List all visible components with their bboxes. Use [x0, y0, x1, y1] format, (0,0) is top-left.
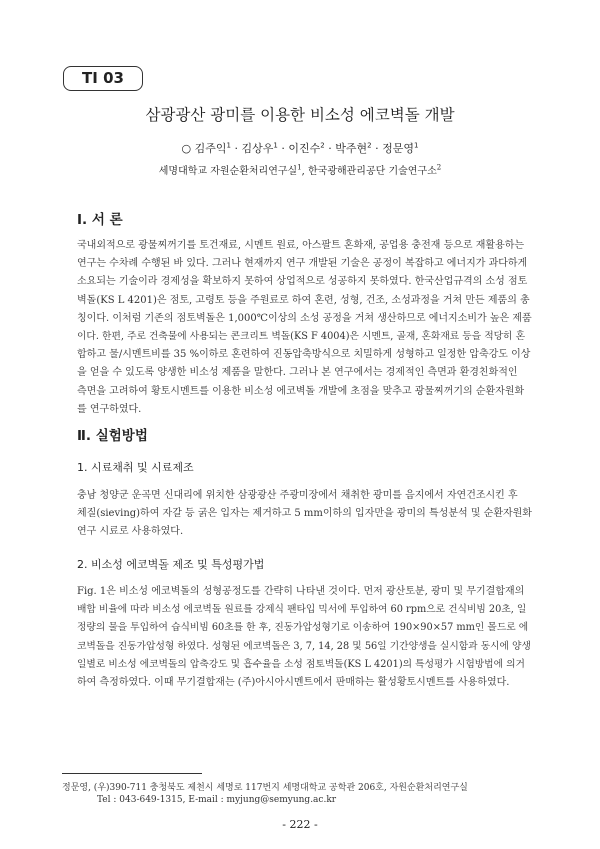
author-name: 박주현 — [335, 142, 368, 155]
body-line: 하여 측정하였다. 이때 무기결합재는 (주)아시아시멘트에서 판매하는 활성황토시멘트를 사용하였다. — [77, 676, 510, 688]
author-prefix: · — [231, 142, 242, 155]
affiliation-2: 한국광해관리공단 기술연구소 — [308, 166, 437, 177]
body-line: 를 연구하였다. — [77, 403, 142, 415]
author-affil-mark: 1 — [226, 141, 232, 150]
body-line: 국내외적으로 광물찌꺼기를 토건재료, 시멘트 원료, 아스팔트 혼화재, 공업용 충전재 등으로 재활용하는 — [77, 240, 525, 251]
body-line: 코벽돌을 진동가압성형 하였다. 성형된 에코벽돌은 3, 7, 14, 28 및 56일 기간양생을 실시함과 동시에 양생 — [77, 640, 531, 652]
affiliation-1-mark: 1 — [297, 163, 302, 172]
body-line: 이다. 한편, 주로 건축물에 사용되는 콘크리트 벽돌(KS F 4004)은 시멘트, 골재, 혼화재료 등을 적당히 혼 — [77, 330, 525, 342]
affiliation-separator: , — [301, 166, 308, 177]
body-line: 연구는 수차례 수행된 바 있다. 그러나 현재까지 연구 개발된 기술은 공정이 복잡하고 에너지가 과다하게 — [77, 258, 528, 270]
session-badge: TI 03 — [63, 66, 143, 91]
body-line: 을 얻을 수 있도록 양생한 비소성 제품을 말한다. 그러나 본 연구에서는 경제적인 측면과 환경친화적인 — [77, 367, 518, 379]
author-name: 김상우 — [241, 142, 274, 155]
section-1-body — [77, 237, 535, 419]
body-line: 연구 시료로 사용하였다. — [77, 526, 184, 538]
body-line: 배합 비율에 따라 비소성 에코벽돌 원료를 강제식 팬타입 믹서에 투입하여 60 rpm으로 건식비빔 20초, 일 — [77, 604, 527, 616]
paper-title: 삼광광산 광미를 이용한 비소성 에코벽돌 개발 — [145, 106, 455, 124]
subsection-1-heading: 1. 시료채취 및 시료제조 — [77, 461, 194, 474]
author-affil-mark: 2 — [367, 141, 372, 150]
footnote-divider — [62, 773, 202, 774]
affiliation-1: 세명대학교 자원순환처리연구실 — [158, 166, 298, 177]
body-line: 합하고 물/시멘트비를 35 %이하로 혼련하여 진동압축방식으로 치밀하게 성형하고 일정한 압축강도 이상 — [77, 349, 531, 361]
author-name: 정문영 — [382, 142, 414, 155]
subsection-2-body — [77, 583, 535, 692]
author-prefix: ○ — [181, 142, 195, 155]
author-list — [0, 140, 600, 156]
body-line: 충남 청양군 운곡면 신대리에 위치한 삼광광산 주광미장에서 채취한 광미를 음지에서 자연건조시킨 후 — [77, 490, 518, 501]
body-line: 벽돌(KS L 4201)은 점토, 고령토 등을 주원료로 하여 혼련, 성형, 건조, 소성과정을 거쳐 만든 제품의 총 — [77, 294, 530, 306]
footnote-address: 정문영, (우)390-711 충청북도 제천시 세명로 117번지 세명대학교 공학관 206호, 자원순환처리연구실 — [62, 783, 468, 793]
author-name: 김주익 — [194, 142, 227, 155]
affiliation-2-mark: 2 — [436, 163, 442, 172]
body-line: 체질(sieving)하여 자갈 등 굵은 입자는 제거하고 5 mm이하의 입자만을 광미의 특성분석 및 순환자원화 — [77, 508, 532, 520]
footnote-contact: Tel : 043-649-1315, E-mail : myjung@semyung.ac.kr — [97, 795, 337, 805]
section-2-heading: Ⅱ. 실험방법 — [77, 428, 148, 444]
subsection-2-heading: 2. 비소성 에코벽돌 제조 및 특성평가법 — [77, 558, 265, 571]
body-line: 정량의 물을 투입하여 습식비빔 60초를 한 후, 진동가압성형기로 이송하여 190×90×57 mm인 몰드로 에 — [77, 622, 529, 634]
page-number: - 222 - — [282, 818, 318, 831]
section-1-heading: Ⅰ. 서 론 — [77, 212, 123, 228]
author-prefix: · — [371, 142, 383, 155]
body-line: 측면을 고려하여 황토시멘트를 이용한 비소성 에코벽돌 개발에 초점을 맞추고 광물찌꺼기의 순환자원화 — [77, 385, 525, 397]
body-line: 일별로 비소성 에코벽돌의 압축강도 및 흡수율을 소성 점토벽돌(KS L 4201)의 특성평가 시험방법에 의거 — [77, 658, 525, 670]
author-name: 이진수 — [288, 142, 321, 155]
author-prefix: · — [324, 142, 336, 155]
body-line: Fig. 1은 비소성 에코벽돌의 성형공정도를 간략히 나타낸 것이다. 먼저 광산토분, 광미 및 무기결합재의 — [77, 586, 525, 597]
body-line: 칭이다. 이처럼 기존의 점토벽돌은 1,000℃이상의 소성 공정을 거쳐 생산하므로 에너지소비가 높은 제품 — [77, 312, 532, 324]
author-affil-mark: 1 — [413, 141, 419, 150]
subsection-1-body — [77, 487, 535, 542]
body-line: 소요되는 기술이라 경제성을 확보하지 못하여 상업적으로 성공하지 못하였다. 한국산업규격의 소성 점토 — [77, 276, 528, 288]
author-affil-mark: 1 — [273, 141, 278, 150]
author-affil-mark: 2 — [320, 141, 325, 150]
affiliations — [0, 162, 600, 177]
author-prefix: · — [277, 142, 289, 155]
